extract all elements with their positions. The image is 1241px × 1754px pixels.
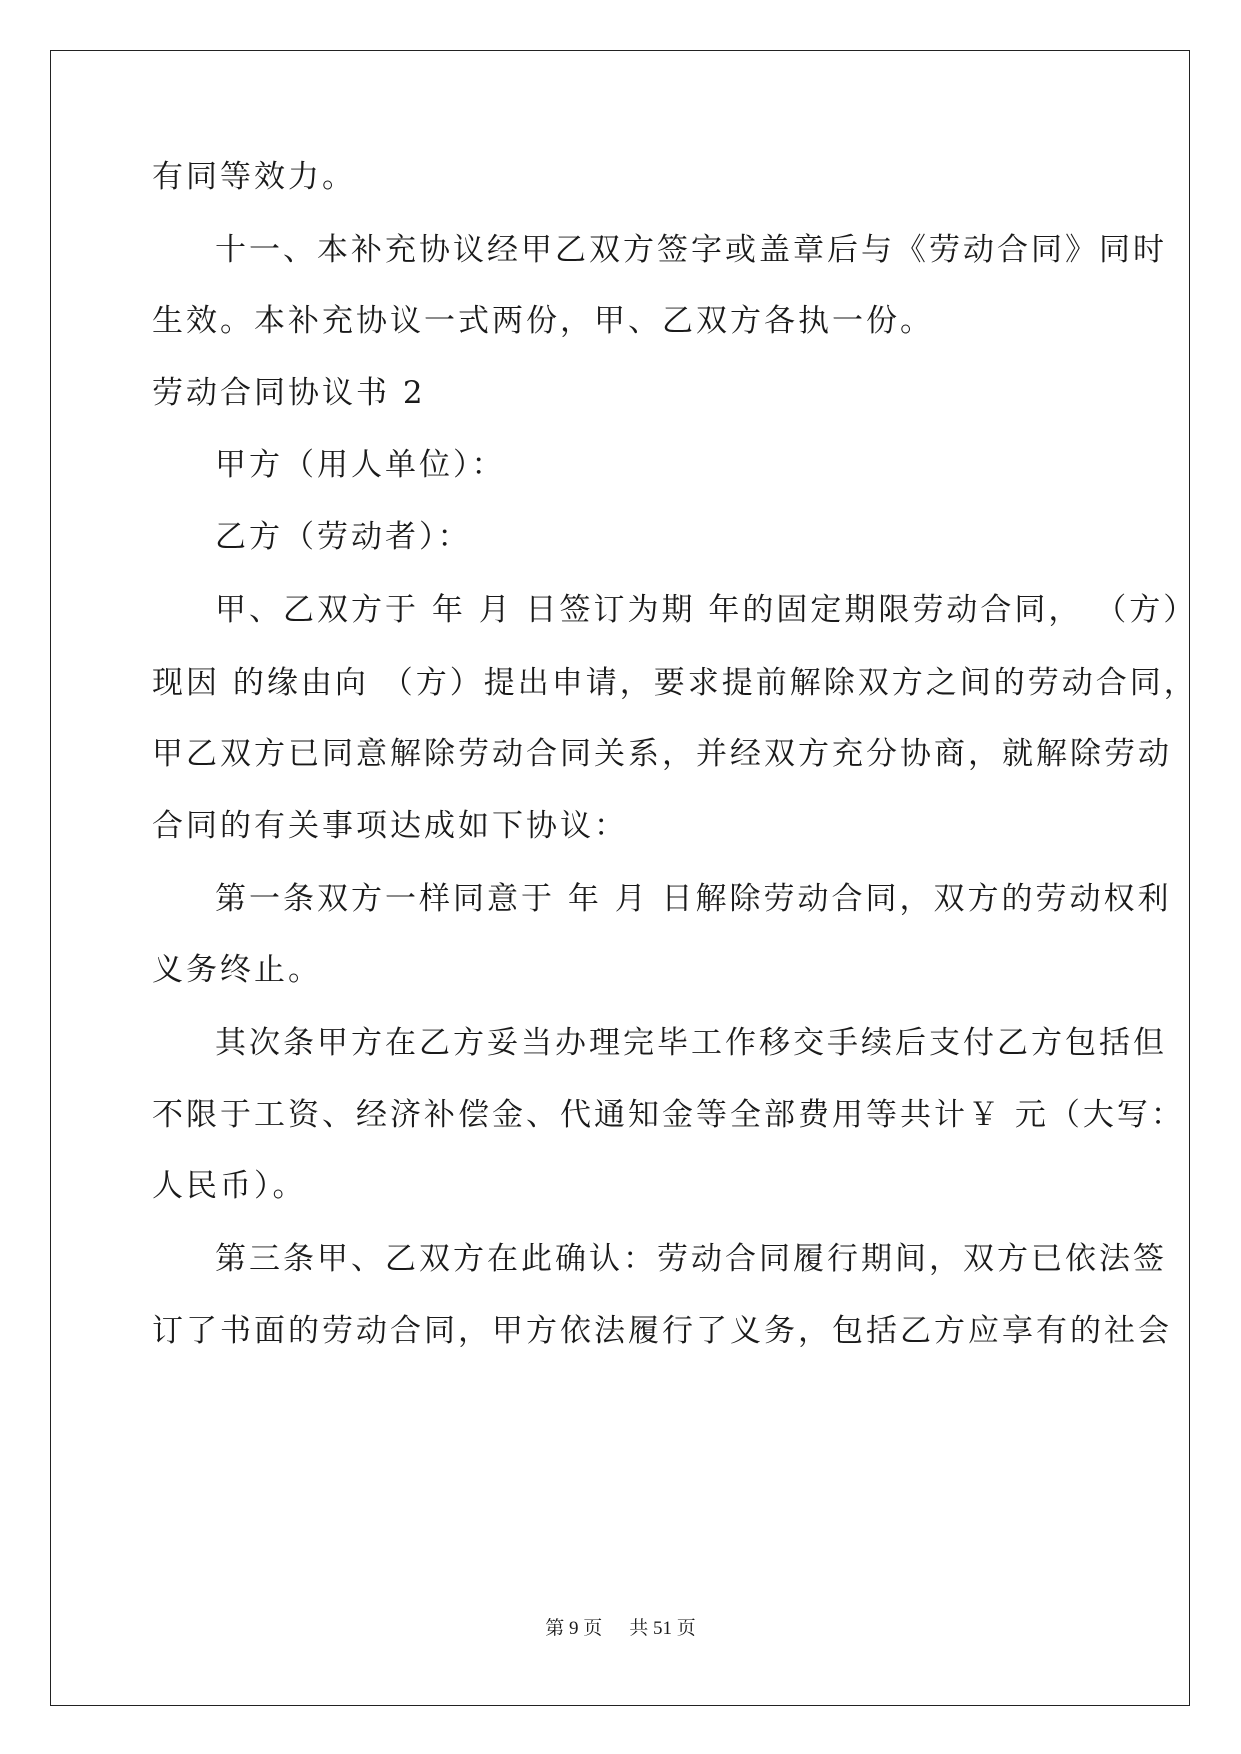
page-footer bbox=[0, 1617, 1241, 1641]
page-number: 第 9 页 bbox=[545, 1618, 603, 1639]
section-heading: 劳动合同协议书 2 bbox=[152, 375, 426, 411]
article-1-line-1: 第一条双方一样同意于 年 月 日解除劳动合同，双方的劳动权利 bbox=[215, 881, 1172, 917]
party-a-line: 甲方（用人单位）： bbox=[215, 447, 506, 483]
article-3-line-2: 订了书面的劳动合同，甲方依法履行了义务，包括乙方应享有的社会 bbox=[152, 1313, 1172, 1349]
page-border bbox=[50, 50, 1198, 1706]
body-line-10: 合同的有关事项达成如下协议： bbox=[152, 808, 628, 844]
article-2-line-1: 其次条甲方在乙方妥当办理完毕工作移交手续后支付乙方包括但 bbox=[215, 1025, 1167, 1061]
total-pages: 共 51 页 bbox=[629, 1618, 696, 1639]
body-line-9: 甲乙双方已同意解除劳动合同关系，并经双方充分协商，就解除劳动 bbox=[152, 736, 1172, 772]
article-2-line-2: 不限于工资、经济补偿金、代通知金等全部费用等共计￥ 元（大写： bbox=[152, 1097, 1185, 1133]
body-line-1: 有同等效力。 bbox=[152, 159, 356, 195]
article-3-line-1: 第三条甲、乙双方在此确认：劳动合同履行期间，双方已依法签 bbox=[215, 1241, 1167, 1277]
article-2-line-3: 人民币）。 bbox=[152, 1168, 307, 1204]
party-b-line: 乙方（劳动者）： bbox=[215, 519, 472, 555]
body-line-3: 生效。本补充协议一式两份，甲、乙双方各执一份。 bbox=[152, 303, 934, 339]
article-1-line-2: 义务终止。 bbox=[152, 952, 322, 988]
body-line-7: 甲、乙双方于 年 月 日签订为期 年的固定期限劳动合同， （方） bbox=[215, 592, 1198, 628]
body-line-2: 十一、本补充协议经甲乙双方签字或盖章后与《劳动合同》同时 bbox=[215, 232, 1167, 268]
body-line-8: 现因 的缘由向 （方）提出申请，要求提前解除双方之间的劳动合同， bbox=[152, 665, 1198, 701]
